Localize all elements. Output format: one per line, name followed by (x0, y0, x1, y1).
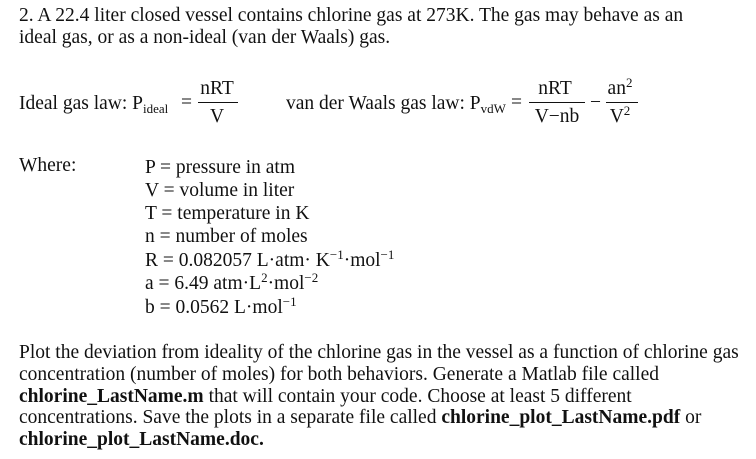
plot-pdf-filename: chlorine_plot_LastName.pdf (441, 407, 681, 429)
problem-line-1: 2. A 22.4 liter closed vessel contains chlorine gas at 273K. The gas may behave as an (19, 5, 684, 26)
ideal-law-denominator: V (209, 106, 225, 127)
definition-moles: n = number of moles (145, 226, 308, 247)
definition-temperature: T = temperature in K (145, 203, 310, 224)
definition-b-constant: b = 0.0562 L·mol$^{-1}$ (145, 294, 297, 318)
vdw-term1-fraction-bar (529, 102, 585, 103)
ideal-law-label: Ideal gas law: $P_{ideal}$ (19, 93, 169, 116)
definition-volume: V = volume in liter (145, 180, 295, 201)
ideal-law-numerator: nRT (200, 78, 234, 99)
where-label: Where: (19, 155, 77, 176)
definition-gas-constant: R = 0.082057 $L\cdot atm\cdot K^{-1}\cdot mol^{-1}$ (145, 247, 395, 271)
definition-a-constant: a = 6.49 $atm\cdot L^2\cdot mol^{-2}$ (145, 270, 319, 294)
vdw-term2-denominator: $V^2$ (609, 103, 631, 127)
problem-line-2: ideal gas, or as a non-ideal (van der Waals) gas. (19, 27, 391, 48)
instructions-paragraph: Plot the deviation from ideality of the chlorine gas in the vessel as a function of chlorine gas concentration (number of moles) for both behaviors. Generate a Matlab file called chlorine_LastName.m that will contain your code. Choose at least 5 different concentrations. Save the plots in a separate file called chlorine_plot_LastName.pdf or chlorine_plot_LastName.doc. (19, 342, 739, 451)
ideal-law-equals: = (181, 92, 192, 113)
vdw-term2-numerator: $an^2$ (607, 75, 633, 99)
vdw-term1-numerator: nRT (538, 78, 572, 99)
vdw-minus: − (590, 92, 601, 113)
definition-pressure: P = pressure in atm (145, 157, 296, 178)
plot-doc-filename: chlorine_plot_LastName.doc. (19, 429, 264, 451)
vdw-law-label: van der Waals gas law: $P_{vdW}$ (286, 93, 506, 116)
vdw-term1-denominator: V−nb (534, 106, 580, 127)
matlab-filename: chlorine_LastName.m (19, 385, 204, 407)
vdw-law-equals: = (511, 92, 522, 113)
ideal-law-fraction-bar (198, 102, 238, 103)
vdw-term2-fraction-bar (606, 102, 638, 103)
